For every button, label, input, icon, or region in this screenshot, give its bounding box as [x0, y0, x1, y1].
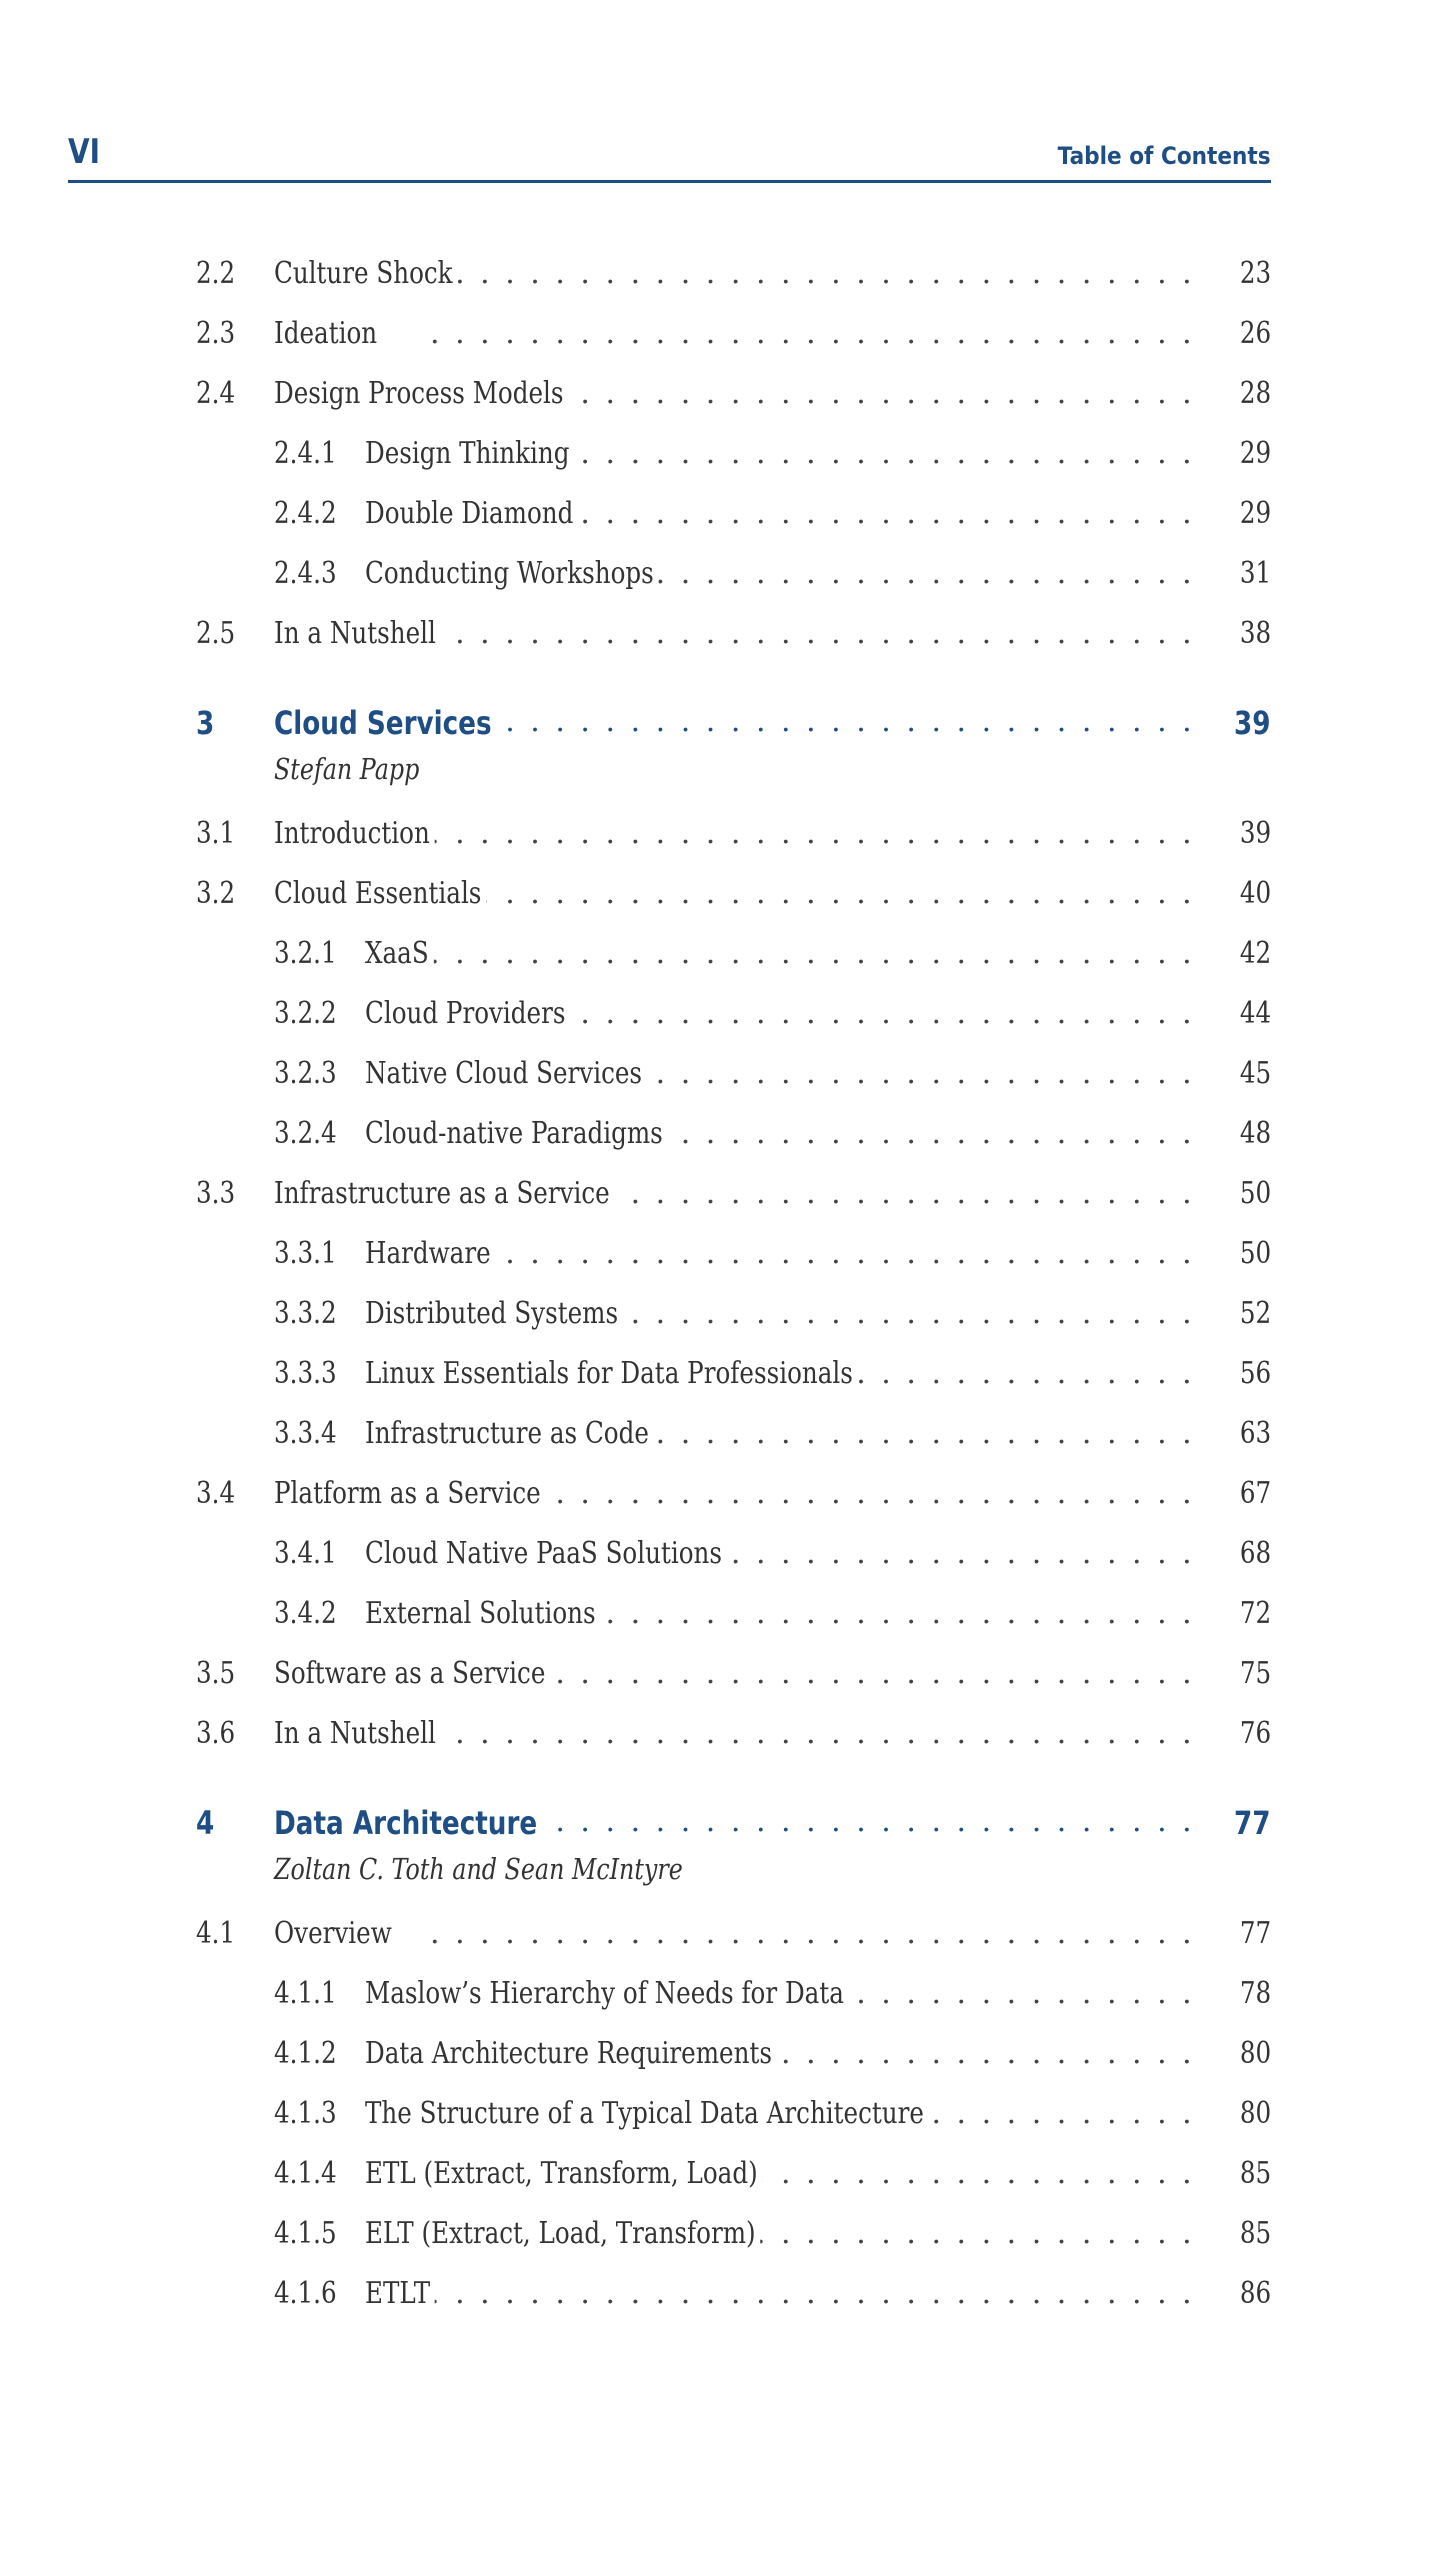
toc-title: Introduction	[274, 816, 435, 851]
toc-entry[interactable]	[0, 490, 1445, 530]
toc-number: 3.3.2	[274, 1296, 337, 1331]
toc-title: Native Cloud Services	[365, 1056, 647, 1091]
dot-leader	[430, 1716, 1192, 1751]
toc-entry[interactable]	[0, 430, 1445, 470]
toc-title: ETL (Extract, Transform, Load)	[365, 2156, 763, 2191]
toc-page: 45	[1239, 1056, 1271, 1091]
toc-number: 2.2	[196, 256, 236, 291]
toc-page: 29	[1239, 436, 1271, 471]
toc-entry[interactable]	[0, 1230, 1445, 1270]
toc-page: 68	[1239, 1536, 1271, 1571]
toc-title: XaaS	[365, 936, 434, 971]
toc-number: 3.2.2	[274, 996, 337, 1031]
toc-page: 48	[1239, 1116, 1271, 1151]
toc-title: Overview	[274, 1916, 397, 1951]
toc-number: 2.5	[196, 616, 236, 651]
toc-title: ELT (Extract, Load, Transform)	[365, 2216, 761, 2251]
toc-entry[interactable]	[0, 1410, 1445, 1450]
toc-title: Cloud Native PaaS Solutions	[365, 1536, 727, 1571]
toc-page: 26	[1239, 316, 1271, 351]
toc-entry[interactable]	[0, 2210, 1445, 2250]
chapter-number: 3	[196, 704, 215, 742]
toc-title: Data Architecture Requirements	[365, 2036, 777, 2071]
running-title: Table of Contents	[1058, 142, 1271, 170]
chapter-number: 4	[196, 1804, 215, 1842]
toc-entry[interactable]	[0, 810, 1445, 850]
toc-title: In a Nutshell	[274, 616, 441, 651]
toc-entry[interactable]	[0, 2030, 1445, 2070]
dot-leader	[430, 616, 1192, 651]
toc-title: In a Nutshell	[274, 1716, 441, 1751]
toc-page: 42	[1239, 936, 1271, 971]
dot-leader	[430, 316, 1192, 351]
toc-title: Design Process Models	[274, 376, 568, 411]
toc-number: 3.3.1	[274, 1236, 337, 1271]
toc-entry[interactable]	[0, 1970, 1445, 2010]
toc-number: 4.1.4	[274, 2156, 337, 2191]
dot-leader	[430, 936, 1192, 971]
chapter-page: 77	[1234, 1804, 1271, 1842]
toc-page: 72	[1239, 1596, 1271, 1631]
toc-page: 77	[1239, 1916, 1271, 1951]
toc-title: ETLT	[365, 2276, 435, 2311]
toc-page: 56	[1239, 1356, 1271, 1391]
toc-title: Linux Essentials for Data Professionals	[365, 1356, 858, 1391]
toc-page: 39	[1239, 816, 1271, 851]
toc-page: 52	[1239, 1296, 1271, 1331]
toc-title: Double Diamond	[365, 496, 578, 531]
toc-page: 40	[1239, 876, 1271, 911]
toc-number: 2.4.2	[274, 496, 337, 531]
toc-page: 85	[1239, 2216, 1271, 2251]
toc-page: 80	[1239, 2036, 1271, 2071]
chapter-author: Zoltan C. Toth and Sean McIntyre	[274, 1852, 683, 1886]
toc-page: 86	[1239, 2276, 1271, 2311]
toc-entry[interactable]	[0, 930, 1445, 970]
toc-title: Hardware	[365, 1236, 496, 1271]
toc-number: 3.4.2	[274, 1596, 337, 1631]
toc-number: 2.3	[196, 316, 236, 351]
toc-number: 3.2	[196, 876, 236, 911]
toc-page: 80	[1239, 2096, 1271, 2131]
toc-number: 3.4	[196, 1476, 236, 1511]
toc-chapter-entry[interactable]	[0, 698, 1445, 742]
toc-entry[interactable]	[0, 870, 1445, 910]
toc-number: 3.6	[196, 1716, 236, 1751]
dot-leader	[430, 1236, 1192, 1271]
toc-title: External Solutions	[365, 1596, 601, 1631]
dot-leader	[430, 704, 1192, 739]
toc-entry[interactable]	[0, 370, 1445, 410]
toc-page: 75	[1239, 1656, 1271, 1691]
page-header	[68, 128, 1271, 183]
toc-title: Cloud-native Paradigms	[365, 1116, 668, 1151]
toc-page: 44	[1239, 996, 1271, 1031]
toc-page: 31	[1239, 556, 1271, 591]
toc-entry[interactable]	[0, 1350, 1445, 1390]
toc-entry[interactable]	[0, 1290, 1445, 1330]
toc-number: 3.4.1	[274, 1536, 337, 1571]
toc-title: Ideation	[274, 316, 382, 351]
dot-leader	[430, 2276, 1192, 2311]
toc-page: 63	[1239, 1416, 1271, 1451]
dot-leader	[430, 1916, 1192, 1951]
toc-entry[interactable]	[0, 310, 1445, 350]
chapter-title: Cloud Services	[274, 704, 497, 742]
toc-number: 3.1	[196, 816, 236, 851]
toc-entry[interactable]	[0, 1530, 1445, 1570]
toc-number: 2.4.1	[274, 436, 337, 471]
toc-title: Cloud Essentials	[274, 876, 486, 911]
toc-entry[interactable]	[0, 2090, 1445, 2130]
dot-leader	[430, 256, 1192, 291]
toc-chapter-entry[interactable]	[0, 1798, 1445, 1842]
toc-page: 76	[1239, 1716, 1271, 1751]
toc-number: 3.2.3	[274, 1056, 337, 1091]
toc-entry[interactable]	[0, 1710, 1445, 1750]
toc-entry[interactable]	[0, 1590, 1445, 1630]
toc-entry[interactable]	[0, 2270, 1445, 2310]
toc-number: 4.1.3	[274, 2096, 337, 2131]
toc-title: Conducting Workshops	[365, 556, 659, 591]
toc-number: 3.2.4	[274, 1116, 337, 1151]
toc-entry[interactable]	[0, 1170, 1445, 1210]
toc-page: 23	[1239, 256, 1271, 291]
page-folio: VI	[68, 132, 100, 172]
toc-number: 4.1.1	[274, 1976, 337, 2011]
toc-page: 85	[1239, 2156, 1271, 2191]
toc-title: Infrastructure as Code	[365, 1416, 654, 1451]
toc-entry[interactable]	[0, 1650, 1445, 1690]
toc-entry[interactable]	[0, 1050, 1445, 1090]
toc-entry[interactable]	[0, 610, 1445, 650]
dot-leader	[430, 876, 1192, 911]
toc-entry[interactable]	[0, 1470, 1445, 1510]
chapter-title: Data Architecture	[274, 1804, 542, 1842]
toc-title: The Structure of a Typical Data Architecture	[365, 2096, 929, 2131]
dot-leader	[430, 816, 1192, 851]
toc-number: 3.3.4	[274, 1416, 337, 1451]
toc-entry[interactable]	[0, 250, 1445, 290]
toc-title: Infrastructure as a Service	[274, 1176, 615, 1211]
toc-entry[interactable]	[0, 2150, 1445, 2190]
toc-number: 3.2.1	[274, 936, 337, 971]
toc-page: 29	[1239, 496, 1271, 531]
toc-number: 2.4.3	[274, 556, 337, 591]
toc-entry[interactable]	[0, 990, 1445, 1030]
toc-number: 3.5	[196, 1656, 236, 1691]
toc-title: Platform as a Service	[274, 1476, 546, 1511]
toc-number: 4.1.6	[274, 2276, 337, 2311]
toc-title: Design Thinking	[365, 436, 574, 471]
toc-number: 4.1.2	[274, 2036, 337, 2071]
toc-number: 2.4	[196, 376, 236, 411]
toc-entry[interactable]	[0, 550, 1445, 590]
toc-title: Distributed Systems	[365, 1296, 623, 1331]
toc-entry[interactable]	[0, 1110, 1445, 1150]
toc-number: 3.3.3	[274, 1356, 337, 1391]
toc-page: 78	[1239, 1976, 1271, 2011]
toc-page: 50	[1239, 1176, 1271, 1211]
toc-page: 38	[1239, 616, 1271, 651]
toc-title: Culture Shock	[274, 256, 458, 291]
toc-page: 50	[1239, 1236, 1271, 1271]
toc-title: Maslow’s Hierarchy of Needs for Data	[365, 1976, 849, 2011]
dot-leader	[430, 1804, 1192, 1839]
toc-number: 3.3	[196, 1176, 236, 1211]
toc-entry[interactable]	[0, 1910, 1445, 1950]
toc-page: 67	[1239, 1476, 1271, 1511]
toc-page: 28	[1239, 376, 1271, 411]
toc-title: Software as a Service	[274, 1656, 550, 1691]
toc-number: 4.1	[196, 1916, 236, 1951]
chapter-page: 39	[1234, 704, 1271, 742]
toc-title: Cloud Providers	[365, 996, 570, 1031]
toc-number: 4.1.5	[274, 2216, 337, 2251]
chapter-author: Stefan Papp	[274, 752, 420, 786]
